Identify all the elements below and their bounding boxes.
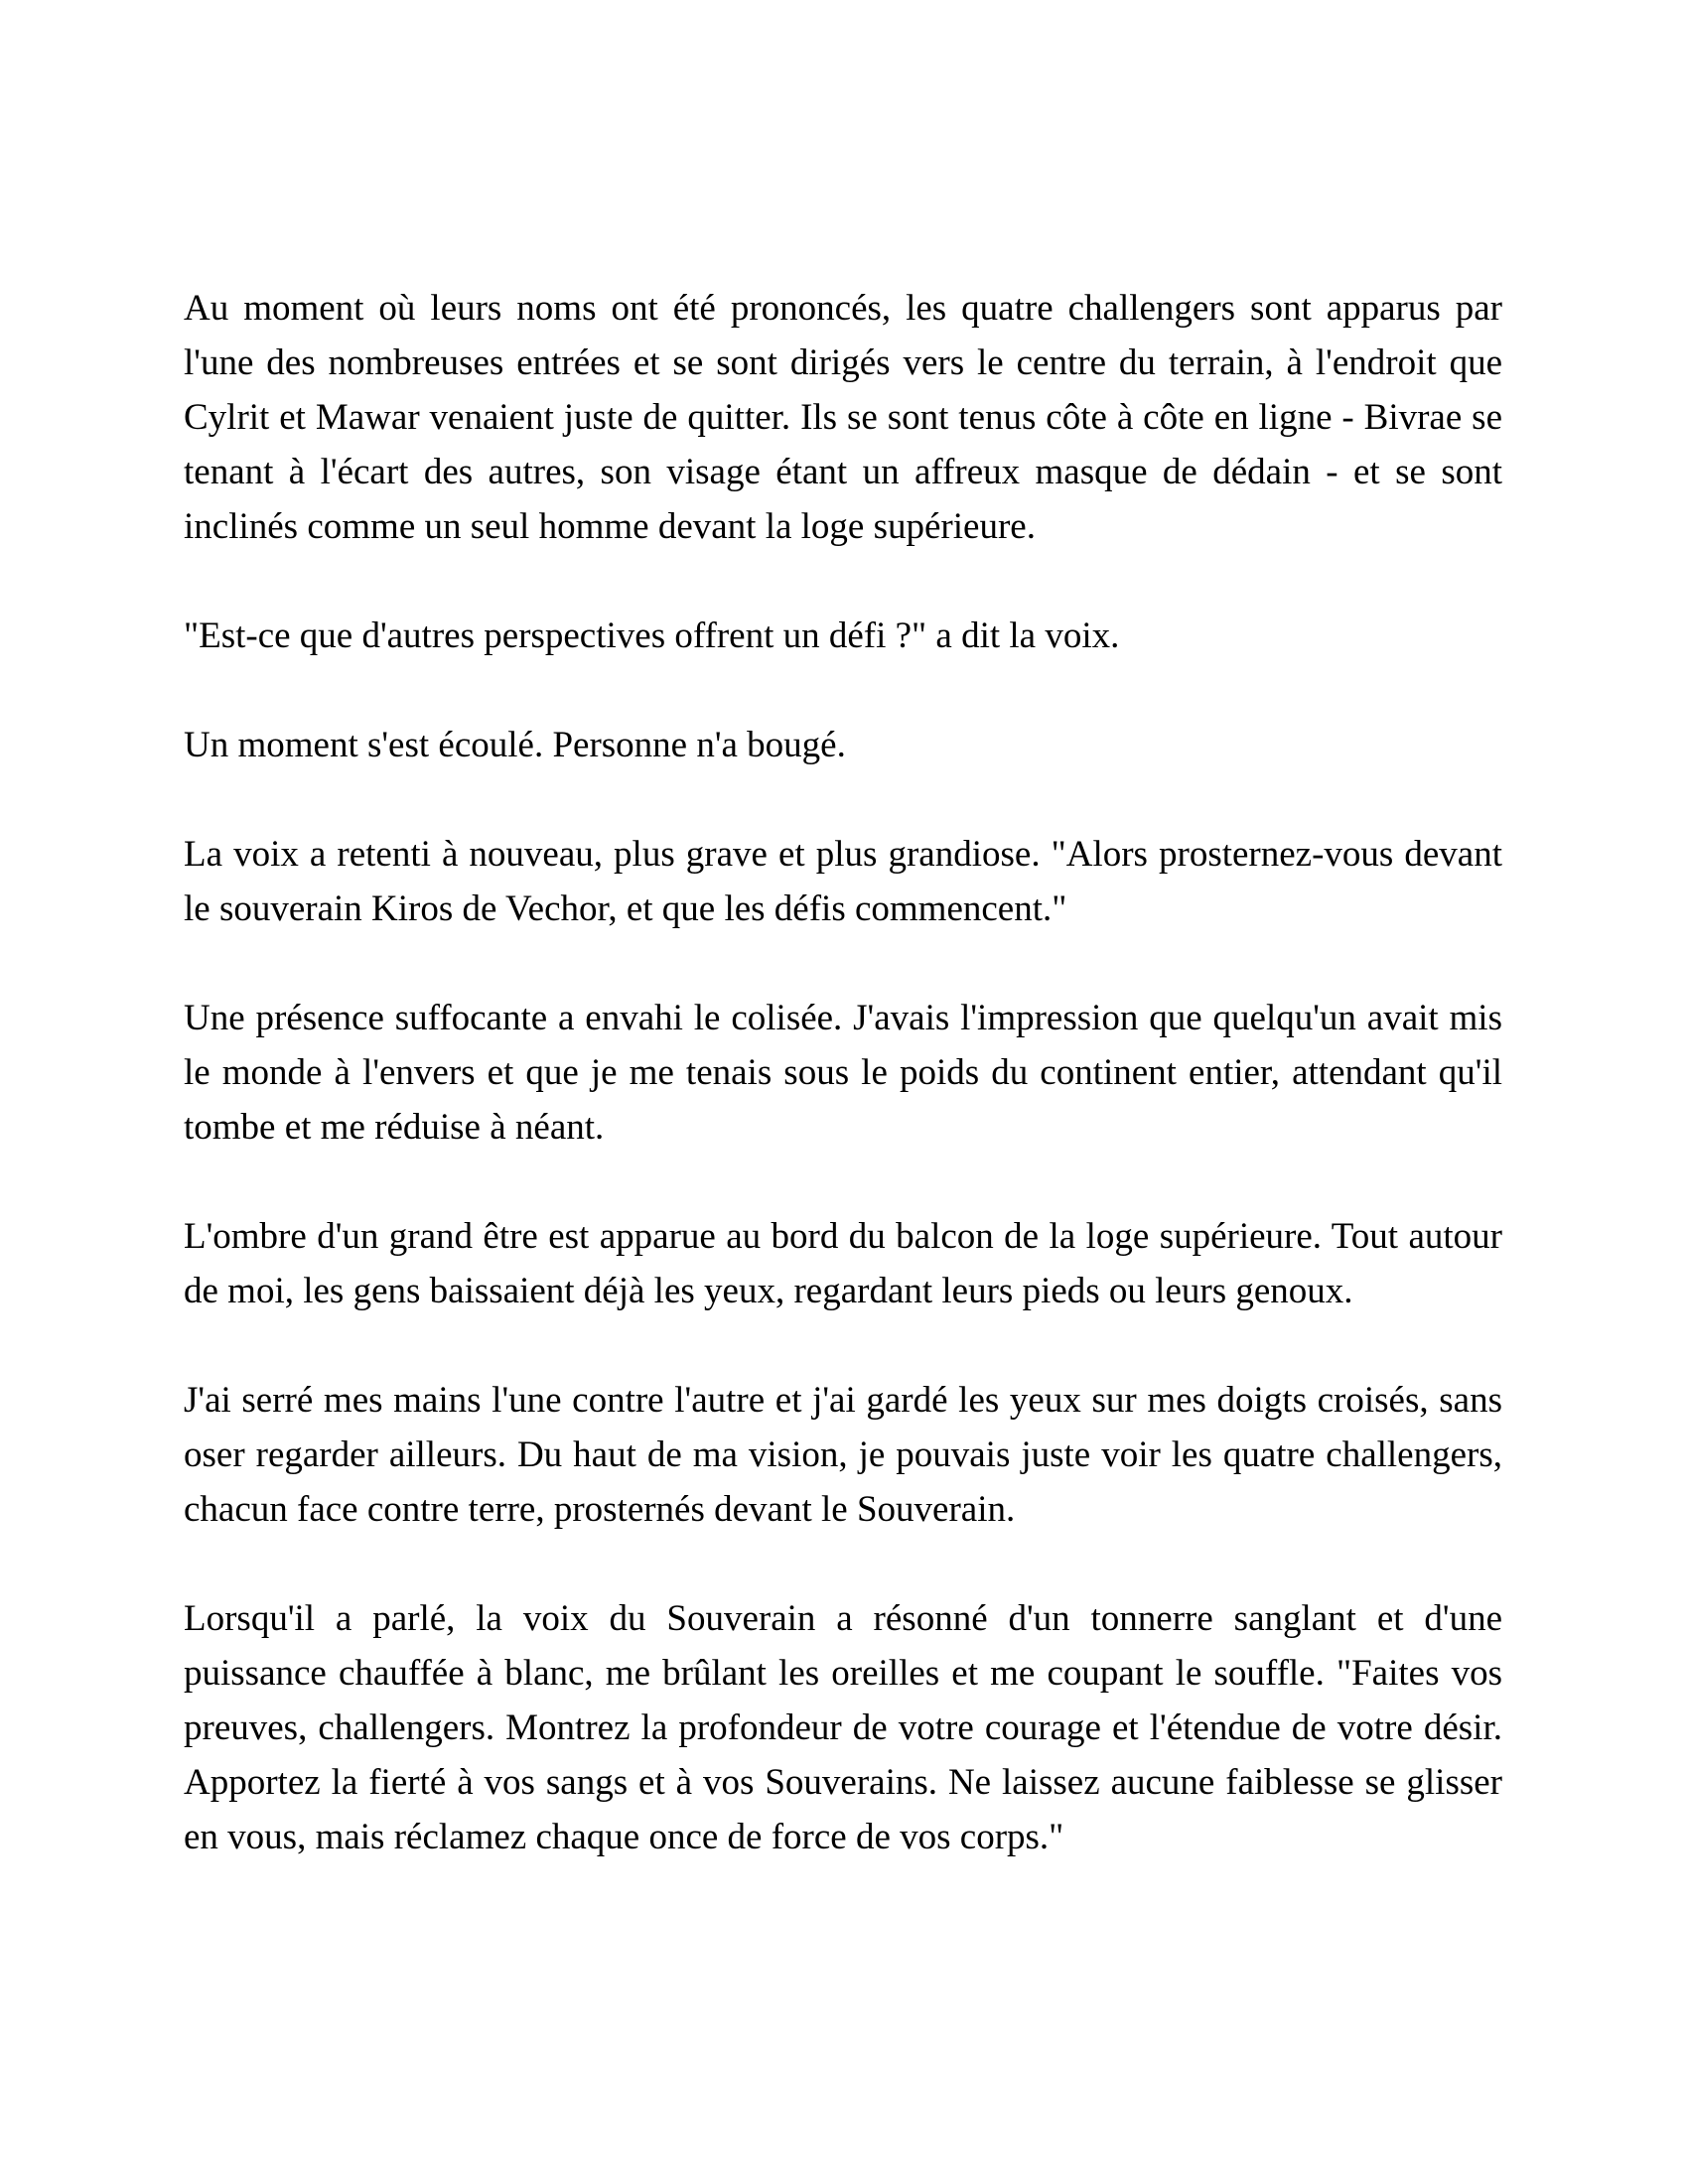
paragraph-sovereign-speech: Lorsqu'il a parlé, la voix du Souverain a résonné d'un tonnerre sanglant et d'une puissance chauffée à blanc, me brûlant les oreilles et me coupant le souffle. "Faites vos preuves, challengers. Montrez la profondeur de votre courage et l'étendue de votre désir. Apportez la fierté à vos sangs et à vos Souverains. Ne laissez aucune faiblesse se glisser en vous, mais réclamez chaque once de force de vos corps." [184,1598,1502,1857]
paragraph-suffocating-presence: Une présence suffocante a envahi le colisée. J'avais l'impression que quelqu'un avait mis le monde à l'envers et que je me tenais sous le poids du continent entier, attendant qu'il tombe et me réduise à néant. [184,998,1502,1148]
paragraph-shadow-balcony: L'ombre d'un grand être est apparue au bord du balcon de la loge supérieure. Tout autour de moi, les gens baissaient déjà les yeux, regardant leurs pieds ou leurs genoux. [184,1216,1502,1311]
document-page [184,281,1502,1864]
paragraph-voice-prostrate: La voix a retenti à nouveau, plus grave et plus grandiose. "Alors prosternez-vous devant le souverain Kiros de Vechor, et que les défis commencent." [184,834,1502,929]
paragraph-voice-question: "Est-ce que d'autres perspectives offrent un défi ?" a dit la voix. [184,615,1120,656]
paragraph-hands-clasped: J'ai serré mes mains l'une contre l'autre et j'ai gardé les yeux sur mes doigts croisés, sans oser regarder ailleurs. Du haut de ma vision, je pouvais juste voir les quatre challengers, chacun face contre terre, prosternés devant le Souverain. [184,1380,1502,1530]
paragraph-nobody-moved: Un moment s'est écoulé. Personne n'a bougé. [184,725,846,765]
paragraph-challengers-enter: Au moment où leurs noms ont été prononcés, les quatre challengers sont apparus par l'une des nombreuses entrées et se sont dirigés vers le centre du terrain, à l'endroit que Cylrit et Mawar venaient juste de quitter. Ils se sont tenus côte à côte en ligne - Bivrae se tenant à l'écart des autres, son visage étant un affreux masque de dédain - et se sont inclinés comme un seul homme devant la loge supérieure. [184,288,1502,547]
